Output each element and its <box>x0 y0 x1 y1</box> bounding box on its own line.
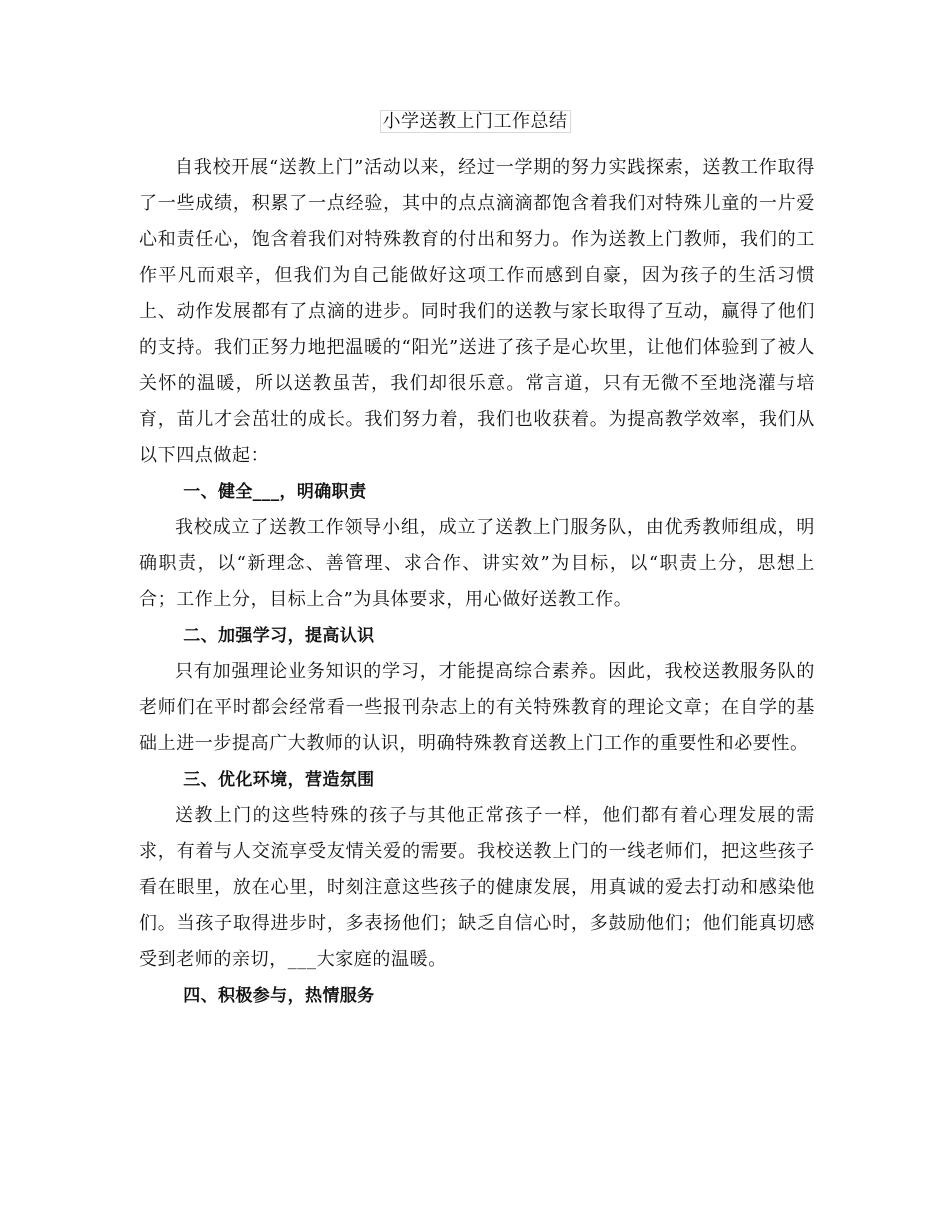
section-3-heading: 三、优化环境，营造氛围 <box>183 770 375 790</box>
section-3-paragraph: 送教上门的这些特殊的孩子与其他正常孩子一样，他们都有着心理发展的需求，有着与人交流享受友情关爱的需要。我校送教上门的一线老师们，把这些孩子看在眼里，放在心里，时刻注意这些孩子的健康发展，用真诚的爱去打动和感染他们。当孩子取得进步时，多表扬他们；缺乏自信心时，多鼓励他们；他们能真切感受到老师的亲切，___大家庭的温暖。 <box>139 805 815 970</box>
document-title-block <box>0 108 950 136</box>
section-2-heading: 二、加强学习，提高认识 <box>183 626 375 646</box>
document-title: 小学送教上门工作总结 <box>380 110 571 133</box>
document-body <box>139 150 815 1014</box>
section-2-paragraph: 只有加强理论业务知识的学习，才能提高综合素养。因此，我校送教服务队的老师们在平时都会经常看一些报刊杂志上的有关特殊教育的理论文章；在自学的基础上进一步提高广大教师的认识，明确特殊教育送教上门工作的重要性和必要性。 <box>139 661 815 754</box>
section-1-paragraph: 我校成立了送教工作领导小组，成立了送教上门服务队，由优秀教师组成，明确职责，以“新理念、善管理、求合作、讲实效”为目标，以“职责上分，思想上合；工作上分，目标上合”为具体要求，用心做好送教工作。 <box>139 517 815 610</box>
section-4-heading: 四、积极参与，热情服务 <box>183 986 375 1006</box>
intro-paragraph: 自我校开展“送教上门”活动以来，经过一学期的努力实践探索，送教工作取得了一些成绩，积累了一点经验，其中的点点滴滴都饱含着我们对特殊儿童的一片爱心和责任心，饱含着我们对特殊教育的付出和努力。作为送教上门教师，我们的工作平凡而艰辛，但我们为自己能做好这项工作而感到自豪，因为孩子的生活习惯上、动作发展都有了点滴的进步。同时我们的送教与家长取得了互动，赢得了他们的支持。我们正努力地把温暖的“阳光”送进了孩子是心坎里，让他们体验到了被人关怀的温暖，所以送教虽苦，我们却很乐意。常言道，只有无微不至地浇灌与培育，苗儿才会茁壮的成长。我们努力着，我们也收获着。为提高教学效率，我们从以下四点做起： <box>139 157 815 466</box>
section-1-heading: 一、健全___，明确职责 <box>183 482 367 502</box>
